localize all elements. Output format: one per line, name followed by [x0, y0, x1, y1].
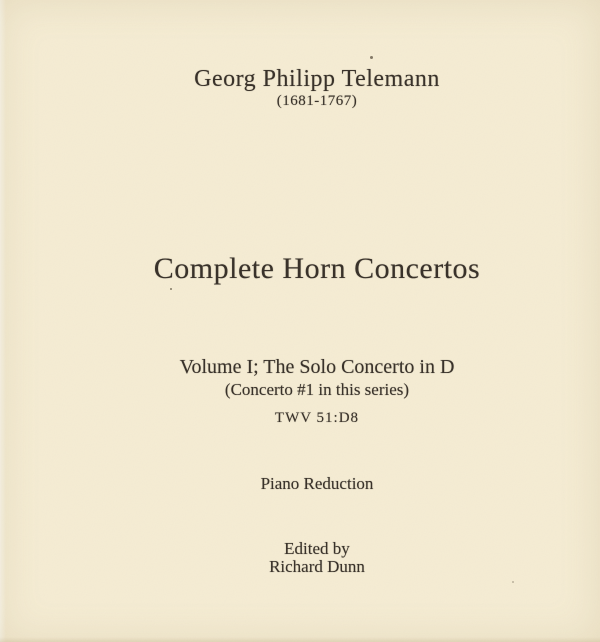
- scan-speck: [370, 56, 373, 59]
- composer-dates: (1681-1767): [276, 93, 358, 109]
- scan-speck: [170, 288, 172, 290]
- composer-name: Georg Philipp Telemann: [194, 66, 440, 92]
- page-title: Complete Horn Concertos: [153, 252, 481, 285]
- edited-by-label: Edited by: [284, 539, 350, 558]
- catalog-number: TWV 51:D8: [274, 410, 360, 426]
- scan-edge-shadow: [0, 637, 600, 642]
- editor-name: Richard Dunn: [269, 557, 365, 576]
- series-note: (Concerto #1 in this series): [224, 380, 410, 399]
- scan-speck: [512, 581, 514, 583]
- volume-subtitle: Volume I; The Solo Concerto in D: [179, 356, 455, 378]
- edition-type: Piano Reduction: [260, 474, 374, 493]
- scan-edge-highlight: [0, 0, 6, 642]
